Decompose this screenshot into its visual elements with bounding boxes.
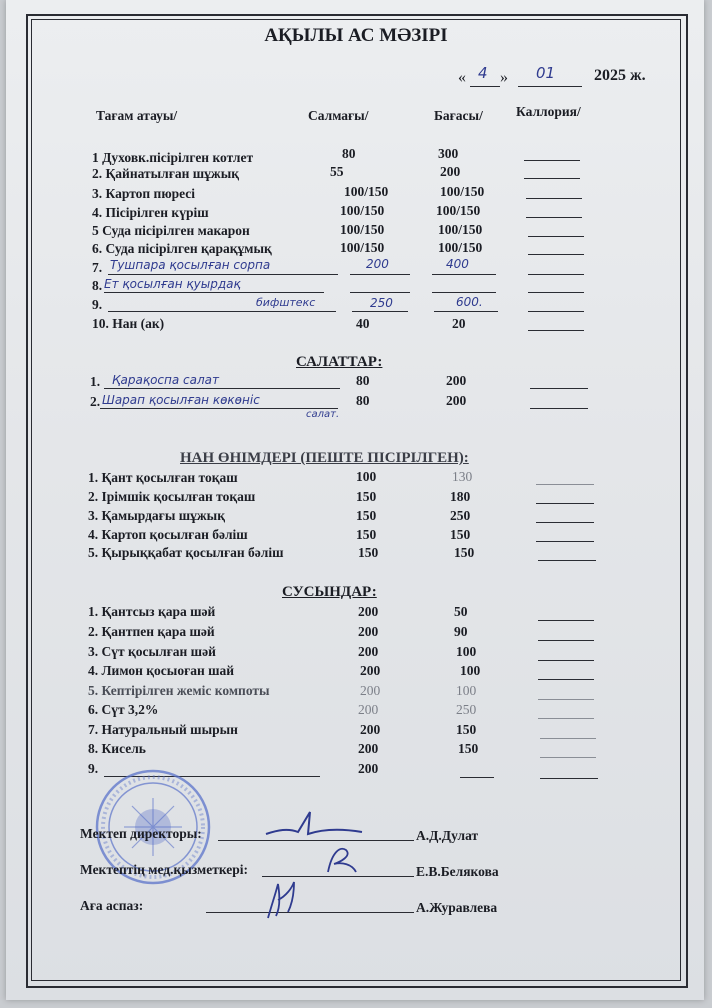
header-weight: Салмағы/ bbox=[308, 108, 369, 123]
date-year: 2025 ж. bbox=[594, 67, 646, 84]
header-name: Тағам атауы/ bbox=[96, 108, 178, 123]
chef-signature-icon bbox=[258, 878, 304, 924]
drinks-title: СУСЫНДАР: bbox=[282, 584, 377, 600]
date-month: 01 bbox=[536, 64, 556, 82]
salads-title: САЛАТТАР: bbox=[296, 354, 383, 370]
nurse-signature-icon bbox=[318, 842, 364, 878]
page-title: АҚЫЛЫ АС МӘЗІРІ bbox=[264, 25, 448, 46]
director-signature-icon bbox=[258, 804, 368, 846]
date-close-quote: » bbox=[500, 69, 508, 86]
date-day: 4 bbox=[478, 64, 488, 82]
bakery-title: НАН ӨНІМДЕРІ (ПЕШТЕ ПІСІРІЛГЕН): bbox=[180, 450, 469, 466]
header-price: Бағасы/ bbox=[434, 108, 483, 123]
header-calories: Каллория/ bbox=[516, 104, 581, 119]
date-open-quote: « bbox=[458, 69, 466, 86]
